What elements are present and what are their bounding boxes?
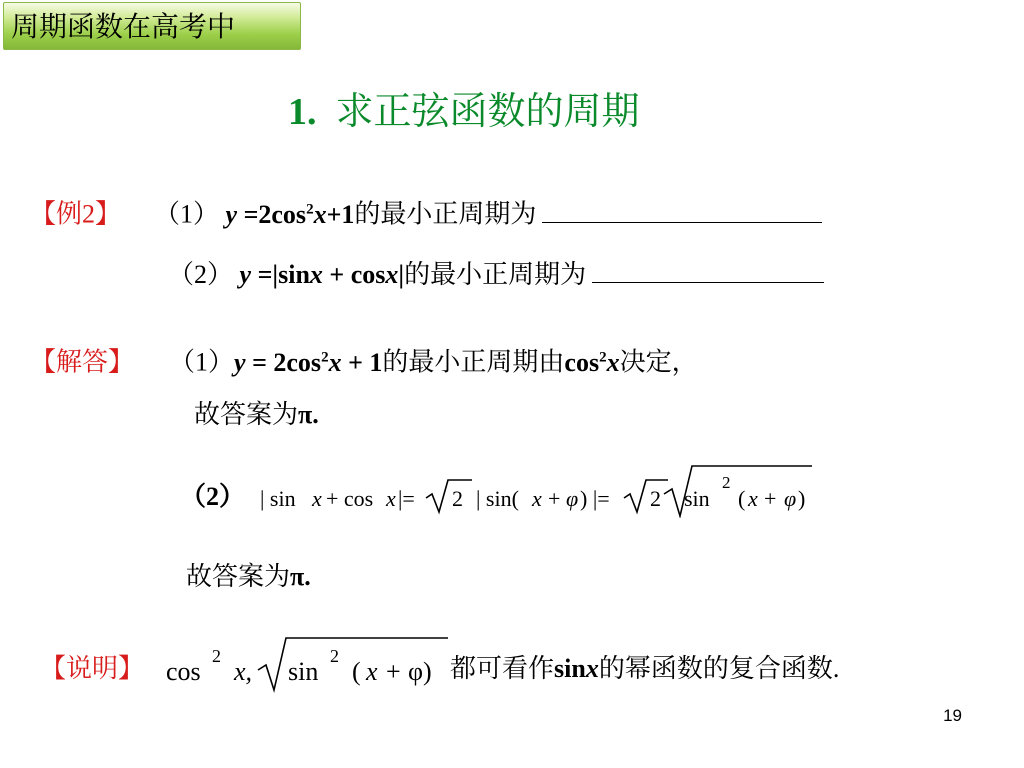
svg-text:+: + [764,486,777,511]
answer-formula-1: $y = 2\cos^2x + 1$ [234,347,383,377]
svg-text:sin: sin [684,486,710,511]
svg-text:cos: cos [166,657,201,686]
answer-tag: 【解答】 [30,347,135,377]
svg-text:+: + [386,657,401,686]
svg-text:): ) [798,486,806,511]
svg-text:φ): φ) [408,657,432,686]
section-title [288,88,640,136]
svg-text:2: 2 [212,646,221,666]
svg-text:φ: φ [784,486,797,511]
example-formula-1: $y =2\cos^2x+1$ [225,199,355,229]
svg-text:(: ( [738,486,746,511]
example-part1-num: （1） [154,199,220,229]
answer2-prefix: 故答案为 [186,562,291,591]
answer-blank-2 [592,281,824,283]
svg-text:| sin(: | sin( [476,486,519,511]
example-part1-text: 的最小正周期为 [354,199,537,229]
section-title-text: 求正弦函数的周期 [335,91,640,133]
example-part2-num: （2） [168,260,234,289]
svg-text:2: 2 [722,473,731,492]
answer1-value: π. [298,400,319,429]
svg-text:x,: x, [234,657,253,686]
answer-result-1 [194,398,319,432]
example-tag: 【例2】 [30,199,122,229]
answer-cos2x: $\cos^2x$ [564,347,620,377]
svg-text:sin: sin [288,657,319,686]
header-badge [3,2,301,50]
example-part2-text: 的最小正周期为 [404,260,587,289]
svg-text:2: 2 [452,486,463,511]
note-tag: 【说明】 [40,654,145,683]
answer-result-2 [186,560,311,594]
answer-formula-2 [256,460,816,518]
svg-text:x: x [748,486,758,511]
svg-text:|=: |= [398,486,415,511]
svg-text:φ: φ [566,486,579,511]
svg-text:2: 2 [330,646,339,666]
svg-text:+: + [548,486,561,511]
answer-part1-num: （1） [169,347,235,377]
svg-text:) |=: ) |= [580,486,610,511]
note-line [40,652,144,686]
note-text-a: 都可看作 [450,654,555,683]
note-text-line [450,652,839,686]
svg-text:+ cos: + cos [326,486,374,511]
svg-text:| sin: | sin [260,486,296,511]
answer-blank-1 [542,221,822,223]
example-formula-2: y =|sinx + cosx| [239,260,405,289]
note-text-b: 的幂函数的复合函数. [598,654,840,683]
svg-text:x: x [532,486,542,511]
note-formula [162,632,452,694]
svg-text:x: x [386,486,396,511]
answer2-value: π. [290,562,311,591]
answer-part2-num: （2） [180,482,246,511]
answer-part1-end: 决定， [619,347,698,377]
answer-line-2 [180,480,245,514]
badge-label: 周期函数在高考中 [11,10,236,43]
svg-text:x: x [366,657,378,686]
svg-text:(: ( [352,657,361,686]
answer-line-1 [30,340,698,380]
svg-text:x: x [312,486,322,511]
svg-text:2: 2 [650,486,661,511]
section-number: 1. [288,91,317,133]
note-sinx: sinx [554,654,599,683]
example-line-2 [168,258,824,292]
answer1-prefix: 故答案为 [194,400,299,429]
example-line-1 [30,192,822,232]
page-number: 19 [943,706,962,725]
answer-part1-mid: 的最小正周期由 [382,347,565,377]
